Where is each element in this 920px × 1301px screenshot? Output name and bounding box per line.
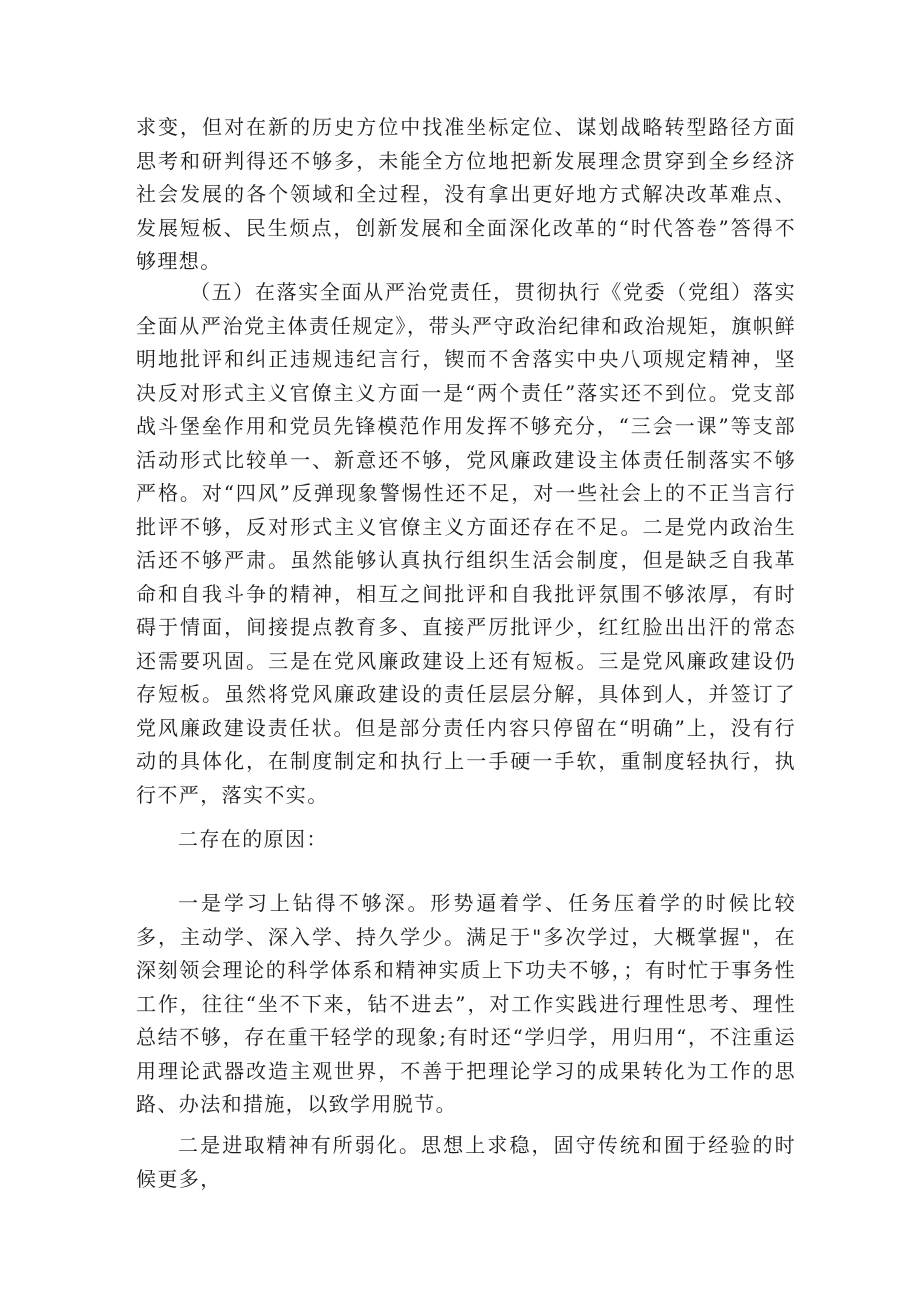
paragraph-1-continuation: 求变，但对在新的历史方位中找准坐标定位、谋划战略转型路径方面思考和研判得还不够多，未能全方位地把新发展理念贯穿到全乡经济社会发展的各个领域和全过程，没有拿出更好地方式解决改革难点、发展短板、民生烦点，创新发展和全面深化改革的“时代答卷”答得不够理想。 bbox=[136, 115, 796, 273]
paragraph-study-not-deep: 一是学习上钻得不够深。形势逼着学、任务压着学的时候比较多，主动学、深入学、持久学少。满足于"多次学过，大概掌握"，在深刻领会理论的科学体系和精神实质上下功夫不够，；有时忙于事务性工作，往往“坐不下来，钻不进去”，对工作实践进行理性思考、理性总结不够，存在重干轻学的现象;有时还“学归学，用归用“，不注重运用理论武器改造主观世界，不善于把理论学习的成果转化为工作的思路、办法和措施，以致学用脱节。 bbox=[136, 891, 796, 1116]
paragraph-5-party-responsibility: （五）在落实全面从严治党责任，贯彻执行《党委（党组）落实全面从严治党主体责任规定》，带头严守政治纪律和政治规矩，旗帜鲜明地批评和纠正违规违纪言行，锲而不舍落实中央八项规定精神，坚决反对形式主义官僚主义方面一是“两个责任”落实还不到位。党支部战斗堡垒作用和党员先锋模范作用发挥不够充分，“三会一课”等支部活动形式比较单一、新意还不够，党风廉政建设主体责任制落实不够严格。对“四风”反弹现象警惕性还不足，对一些社会上的不正当言行批评不够，反对形式主义官僚主义方面还存在不足。二是党内政治生活还不够严肃。虽然能够认真执行组织生活会制度，但是缺乏自我革命和自我斗争的精神，相互之间批评和自我批评氛围不够浓厚，有时碍于情面，间接提点教育多、直接严厉批评少，红红脸出出汗的常态还需要巩固。三是在党风廉政建设上还有短板。三是党风廉政建设仍存短板。虽然将党风廉政建设的责任层层分解，具体到人，并签订了党风廉政建设责任状。但是部分责任内容只停留在“明确”上，没有行动的具体化，在制度制定和执行上一手硬一手软，重制度轻执行，执行不严，落实不实。 bbox=[136, 280, 796, 807]
section-heading-reasons: 二存在的原因： bbox=[178, 827, 328, 851]
paragraph-enterprise-weakened: 二是进取精神有所弱化。思想上求稳，固守传统和囿于经验的时候更多， bbox=[136, 1133, 796, 1191]
